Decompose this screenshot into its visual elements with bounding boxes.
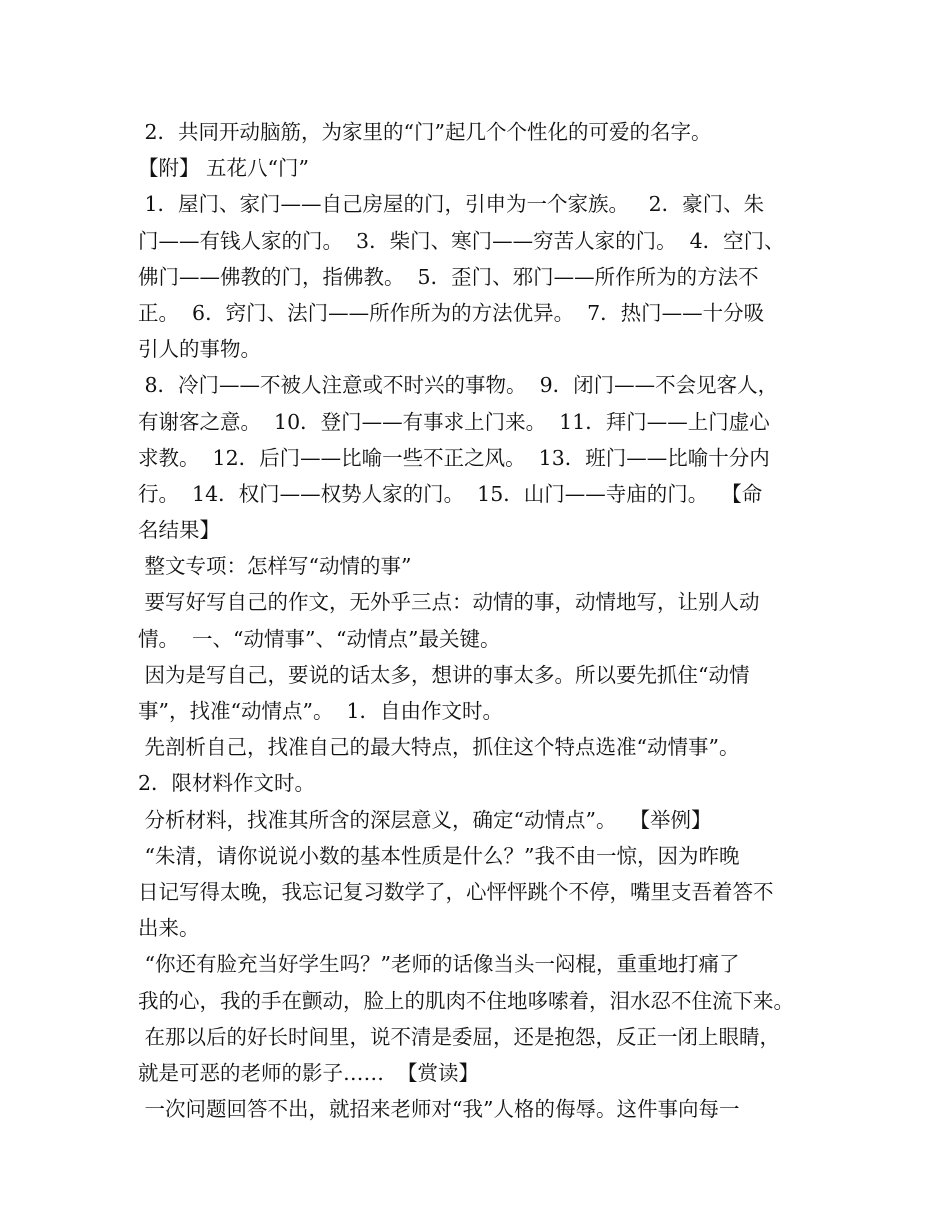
text-line: 行。 14．权门——权势人家的门。 15．山门——寺庙的门。 【命 — [138, 481, 763, 506]
text-line: 引人的事物。 — [138, 337, 261, 362]
text-line: 门——有钱人家的门。 3．柴门、寒门——穷苦人家的门。 4．空门、 — [138, 228, 785, 253]
text-line: 【附】 五花八“门” — [138, 156, 309, 181]
text-line: 我的心，我的手在颤动，脸上的肌肉不住地哆嗦着，泪水忍不住流下来。 — [138, 988, 794, 1013]
text-line: 日记写得太晚，我忘记复习数学了，心怦怦跳个不停，嘴里支吾着答不 — [138, 879, 774, 904]
text-line: 8．冷门——不被人注意或不时兴的事物。 9．闭门——不会见客人， — [138, 373, 779, 398]
text-line: 在那以后的好长时间里，说不清是委屈，还是抱怨，反正一闭上眼睛， — [138, 1024, 781, 1049]
text-line: 2．限材料作文时。 — [138, 771, 316, 796]
text-line: “你还有脸充当好学生吗？”老师的话像当头一闷棍，重重地打痛了 — [138, 952, 740, 977]
text-line: 整文专项：怎样写“动情的事” — [138, 554, 412, 579]
text-line: 名结果】 — [138, 518, 220, 543]
text-line: 1．屋门、家门——自己房屋的门，引申为一个家族。 2．豪门、朱 — [138, 192, 765, 217]
text-line: 要写好写自己的作文，无外乎三点：动情的事，动情地写，让别人动 — [138, 590, 760, 615]
text-line: 出来。 — [138, 916, 200, 941]
text-line: 就是可恶的老师的影子…… 【赏读】 — [138, 1060, 480, 1085]
text-line: 求教。 12．后门——比喻一些不正之风。 13．班门——比喻十分内 — [138, 445, 770, 470]
text-line: 分析材料，找准其所含的深层意义，确定“动情点”。 【举例】 — [138, 807, 712, 832]
text-line: 佛门——佛教的门，指佛教。 5．歪门、邪门——所作所为的方法不 — [138, 264, 759, 289]
text-line: 先剖析自己，找准自己的最大特点，抓住这个特点选准“动情事”。 — [138, 735, 740, 760]
text-line: 因为是写自己，要说的话太多，想讲的事太多。所以要先抓住“动情 — [138, 662, 750, 687]
text-line: “朱清，请你说说小数的基本性质是什么？”我不由一惊，因为昨晚 — [138, 843, 740, 868]
document-body — [138, 114, 818, 1127]
text-line: 2．共同开动脑筋，为家里的“门”起几个个性化的可爱的名字。 — [138, 120, 712, 144]
text-line: 一次问题回答不出，就招来老师对“我”人格的侮辱。这件事向每一 — [138, 1097, 740, 1122]
text-line: 有谢客之意。 10．登门——有事求上门来。 11．拜门——上门虚心 — [138, 409, 770, 434]
text-line: 正。 6．窍门、法门——所作所为的方法优异。 7．热门——十分吸 — [138, 300, 765, 325]
text-line: 情。 一、“动情事”、“动情点”最关键。 — [138, 626, 501, 651]
text-line: 事”，找准“动情点”。 1．自由作文时。 — [138, 699, 504, 723]
